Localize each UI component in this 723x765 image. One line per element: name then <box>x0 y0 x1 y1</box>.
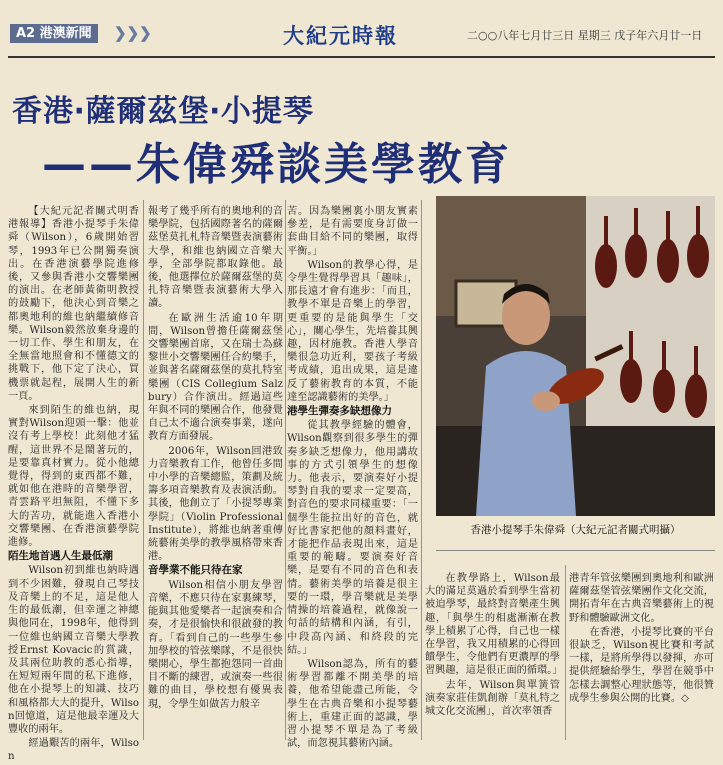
caption-rule <box>436 550 715 551</box>
paragraph: Wilson初到維也納時遇到不少困難，發現自己琴技及音樂上的不足，這是他人生的最低潮，但幸運之神總與他同在，1998年，他得到一位維也納國立音樂大學教授Ernst Kovacic的賞識，及其兩位助教的悉心指導，在短短兩年間的私下進修，他在小提琴上的知識、技巧和風格都大大的提升，Wilson回憶道，這是他最幸運及大豐收的兩年。 <box>8 565 139 735</box>
headline-line1: 香港‧薩爾茲堡‧小提琴 <box>12 94 314 129</box>
paragraph: 去年，Wilson與單簧管演奏家莊佳凱創辦「莫札特之城文化交流團」，首次率領香 <box>425 679 560 718</box>
section-badge: A2 港澳新聞 <box>10 24 98 43</box>
paragraph: 【大紀元記者關式明香港報導】香港小提琴手朱偉舜（Wilson），6歲開始習琴，1993年已公開獨奏演出。在香港演藝學院進修後，又參與香港小交響樂團的演出。在老師黃衛明教授的鼓勵下，他決心到音樂之都奧地利的維也納繼續修音樂。Wilson毅然放棄身邊的一切工作、學生和朋友，在全無當地照會和不懂德文的挑戰下，他下定了決心，買機票就起程，展開人生的新一頁。 <box>8 206 139 402</box>
column-divider <box>565 565 566 740</box>
paragraph: 來到陌生的維也納，現實對Wilson迎頭一擊：他並沒有考上學校！此刻他才猛醒，這世界不是鬧著玩的，是要靠真材實力。從小他總覺得，得到的東西都不難，就如他在港時的音樂學習，青雲路平坦無阻，不懂下多大的苦功，就能進入香港小交響樂團、在香港演藝學院進修。 <box>8 405 139 549</box>
paragraph: 在香港，小提琴比賽的平台很缺乏，Wilson視比賽和考試一樣，是將所學得以發揮，亦可提供經驗給學生，學習在競爭中怎樣去調整心理狀態等，他很贊成學生參與公開的比賽。◇ <box>569 626 714 704</box>
paragraph: 在歐洲生活逾10年期間，Wilson曾擔任薩爾茲堡交響樂團首席，又在瑞士為蘇黎世小交響樂團任合約樂手，並與著名薩爾茲堡的莫扎特室樂團（CIS Collegium Salzbury）合作演出。經過這些年與不同的樂團合作，他發覺自己太不適合演奏事業，遂向教育方面發展。 <box>148 312 283 443</box>
column-divider <box>285 200 286 740</box>
newspaper-logo: 大紀元時報 <box>283 23 398 48</box>
paragraph: 從其教學經驗的體會，Wilson觀察到很多學生的彈奏多缺乏想像力，他用講故事的方式引領學生的想像力。他表示，要演奏好小提琴對自我的要求一定要高，對音色的要求同樣重要：「一個學生能拉出好的音色，就好比書家把他的顏料畫好，才能把作品表現出來，這是重要的範疇。要演奏好音樂，是要有不同的音色和表情。藝術美學的培養是很主要的一環，學音樂就是美學情操的培養過程，就像說一句話的結構和內涵，有引，中段高內涵、和終段的完結。」 <box>287 420 418 656</box>
violinist-photo <box>436 196 715 516</box>
paragraph: 報考了幾乎所有的奧地利的音樂學院，包括國際著名的薩爾茲堡莫扎札特音樂暨表演藝術大學，和維也納國立音樂大學，全部學院都取錄他。最後，他選擇位於薩爾茲堡的莫扎特音樂暨表演藝術大學入讀。 <box>148 206 283 310</box>
dateline: 二○○八年七月廿三日 星期三 戊子年六月廿一日 <box>467 29 703 42</box>
photo-caption: 香港小提琴手朱偉舜（大紀元記者關式明攝） <box>470 524 681 536</box>
column-divider <box>421 200 422 740</box>
subheading: 港學生彈奏多缺想像力 <box>287 405 392 418</box>
masthead-rule <box>8 56 715 58</box>
article-column-3 <box>287 205 418 751</box>
headline-line2: ——朱偉舜談美學教育 <box>42 139 512 190</box>
paragraph: 苦。因為樂團裏小朋友實素參差，是有需要度身訂做一套曲目給不同的樂團，取得平衡。」 <box>287 206 418 257</box>
paragraph: 2006年，Wilson回港致力音樂教育工作，他曾任多間中小學的音樂總監，策劃及統籌多項音樂教育及表演活動。其後，他創立了「小提琴專業學院」（Violin Professional Institute），將維也納著重傳統藝術美學的教學風格帶來香港。 <box>148 445 283 563</box>
paragraph: 在教學路上，Wilson最大的滿足莫過於看到學生當初被迫學琴，最終對音樂產生興趣，「與學生的相處漸漸在教學上積累了心得，自己也一樣在學習，我又用積累的心得回饋學生，令他們有更濃厚的學習興趣，這是很正面的循環。」 <box>425 573 563 677</box>
paragraph: Wilson認為，所有的藝術學習都離不開美學的培養，他希望能盡己所能，令學生在古典音樂和小提琴藝術上，重建正面的認識，學習小提琴不單是為了考級試，而忽視其藝術內涵。 <box>287 658 418 750</box>
paragraph: Wilson的教學心得，是令學生覺得學習具「趣味」，那長遠才會有進步：「而且，教學不單是音樂上的學習，更重要的是能與學生「交心」，關心學生，先培養其興趣，因材施教。香港人學音樂很急功近利，要孩子考級考成績，追出成果，這是違反了藝術教育的本質，不能達至認識藝術的美學。」 <box>287 259 418 403</box>
article-column-5 <box>569 572 714 706</box>
article-column-1 <box>8 205 139 765</box>
paragraph: 經過艱苦的兩年，Wilson <box>8 738 139 763</box>
subheading: 音學業不能只待在家 <box>148 564 243 577</box>
chevron-right-icon: ❯❯❯ <box>114 24 152 42</box>
article-column-4 <box>425 572 563 719</box>
column-divider <box>143 200 144 740</box>
subheading: 陌生地首遇人生最低潮 <box>8 550 113 563</box>
masthead <box>0 0 723 62</box>
paragraph: 港青年管弦樂團到奧地利和歐洲薩爾茲堡管弦樂團作文化交流，開拓青年在古典音樂藝術上的視野和體驗歐洲文化。 <box>569 573 714 624</box>
article-column-2 <box>148 205 283 712</box>
violinist-photo-illustration <box>436 196 715 516</box>
paragraph: Wilson相信小朋友學習音樂，不應只待在家裏練琴，能與其他愛樂者一起演奏和合奏，才是很愉快和很啟發的教育。「看到自己的一些學生參加學校的管弦樂隊，不是很快樂開心，學生都抱怨同一首曲目不斷的練習，或演奏一些很難的曲目，學校想有優異表現，令學生如做苦力般辛 <box>148 579 283 710</box>
